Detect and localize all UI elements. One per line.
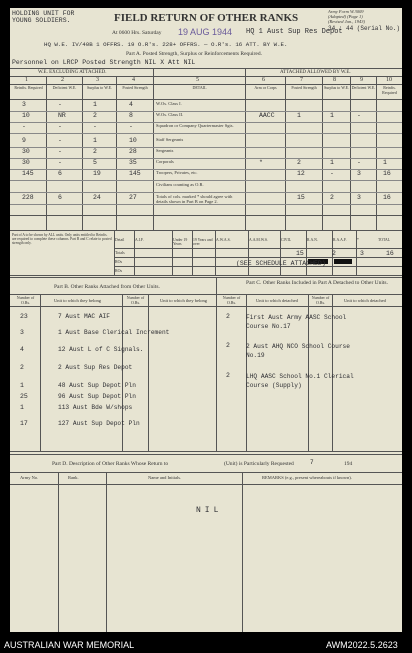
part-a-cell: AACC (259, 112, 275, 119)
column-header: Deficient W.E. (351, 85, 376, 90)
part-c-number: 2 (226, 313, 230, 320)
part-a-cell: 3 (357, 194, 361, 201)
part-c-number: 2 (226, 372, 230, 379)
part-b-number: 4 (20, 346, 24, 353)
part-a-cell: 16 (383, 170, 391, 177)
reinforcement-row-label: Totals (115, 250, 125, 255)
column-header: Reinfts. Required (14, 85, 43, 90)
part-b-col3: Number of O.Rs. (126, 295, 145, 305)
part-b-unit: 127 Aust Sup Depot Pln (58, 420, 140, 427)
part-a-cell: 28 (129, 148, 137, 155)
part-a-detail: Sergeants (156, 148, 174, 153)
part-b-unit: 1 Aust Base Clerical Increment (58, 329, 170, 336)
part-c-col1: Number of O.Rs. (222, 295, 241, 305)
part-a-cell: 6 (58, 194, 62, 201)
part-a-cell: 1 (297, 112, 301, 119)
part-a-detail: Totals of cols. marked * should agree with details shown in Part B on Page 2. (156, 194, 233, 204)
column-number: 6 (262, 77, 265, 83)
column-number: 5 (196, 77, 199, 83)
part-b-unit: 113 Aust Bde W/shops (58, 404, 133, 411)
part-a-cell: 19 (93, 170, 101, 177)
hq-line: HQ 1 Aust Sup Res Depot (246, 28, 343, 36)
column-header: Surplus to W.E. (86, 85, 113, 90)
part-a-cell: 5 (93, 159, 97, 166)
part-d-header: Rank. (68, 475, 79, 480)
date-stamp: 19 AUG 1944 (178, 27, 233, 37)
part-a-detail: W.Os. Class I. (156, 101, 182, 106)
part-a-cell: 1 (330, 112, 334, 119)
reinforcement-header: Under 19 Years (173, 238, 188, 247)
reinforcement-value: 16 (386, 250, 394, 257)
part-b-col2: Unit to which they belong (54, 298, 101, 303)
column-number: 7 (300, 77, 303, 83)
column-number: 1 (25, 77, 28, 83)
reinforcement-header: Detail (115, 238, 125, 242)
column-number: 8 (333, 77, 336, 83)
part-c-number: 2 (226, 342, 230, 349)
part-a-cell: 2 (93, 148, 97, 155)
part-c-unit: 2 Aust AHQ NCO School Course No.19 (246, 343, 350, 359)
part-b-number: 25 (20, 393, 28, 400)
serial-number: 34 : 44 (Serial No.) (328, 25, 401, 32)
part-a-cell: - (357, 112, 361, 119)
row-divider (10, 180, 402, 181)
reinforcement-header: TOTAL (378, 238, 391, 242)
column-header: Arm or Corps (254, 85, 277, 90)
part-c-col2: Unit to which detached (256, 298, 298, 303)
part-d-header: REMARKS (e.g., present whereabouts if known). (262, 475, 352, 480)
part-a-cell: - (22, 123, 26, 130)
column-header: DETAIL (192, 85, 207, 90)
part-a-detail: Troopers, Privates, etc. (156, 170, 198, 175)
part-b-unit: 7 Aust MAC AIF (58, 313, 110, 320)
reinforcement-header: R.A.A.F. (333, 238, 347, 242)
part-a-cell: 30 (22, 159, 30, 166)
reinforcement-value: 3 (360, 250, 364, 257)
part-a-cell: - (58, 137, 62, 144)
reinforcement-value: 15 (296, 250, 304, 257)
archive-footer (0, 637, 412, 653)
part-b-number: 17 (20, 420, 28, 427)
part-a-detail: W.Os. Class II. (156, 112, 184, 117)
part-d-year: 194 (344, 461, 353, 467)
part-c-unit: First Aust Army AASC School Course No.17 (246, 314, 347, 330)
part-b-number: 1 (20, 404, 24, 411)
part-a-cell: 1 (383, 159, 387, 166)
part-b-col1: Number of O.Rs. (16, 295, 35, 305)
reinforcement-row-label: ROs (115, 268, 123, 273)
column-number: 2 (61, 77, 64, 83)
part-a-cell: - (58, 159, 62, 166)
part-a-cell: 2 (330, 194, 334, 201)
part-a-cell: 30 (22, 148, 30, 155)
schedule-note: (SEE SCHEDULE ATTACHED) (236, 260, 326, 267)
part-a-cell: - (357, 159, 361, 166)
part-a-cell: - (129, 123, 133, 130)
part-a-cell: - (93, 123, 97, 130)
redaction-bar (334, 259, 352, 264)
part-a-cell: 145 (129, 170, 141, 177)
part-c-col4: Unit to which detached (344, 298, 386, 303)
unit-name: HOLDING UNIT FOR YOUNG SOLDIERS. (12, 10, 75, 24)
part-a-cell: 1 (93, 101, 97, 108)
at-line: At 0600 Hrs. Saturday (112, 30, 162, 36)
part-b-number: 2 (20, 364, 24, 371)
part-a-cell: - (330, 170, 334, 177)
part-b-unit: 48 Aust Sup Depot Pln (58, 382, 136, 389)
attached-heading: ATTACHED ALLOWED BY W.E. (280, 70, 351, 75)
reinforcement-header: A.A.M.W.S. (249, 238, 268, 242)
part-d-header: Army No. (20, 475, 39, 480)
part-a-cell: 228 (22, 194, 34, 201)
part-d-header: Name and Initials. (148, 475, 182, 480)
part-a-cell: - (58, 123, 62, 130)
row-divider (10, 192, 402, 193)
part-a-cell: - (58, 101, 62, 108)
reinforcement-header: R.A.N. (307, 238, 318, 242)
part-b-number: 1 (20, 382, 24, 389)
footer-left: AUSTRALIAN WAR MEMORIAL (4, 640, 135, 650)
part-a-heading: Part A. Posted Strength, Surplus or Reinforcements Required. (126, 51, 262, 57)
part-d-nil: NIL (196, 506, 223, 515)
reinforcement-header: * (357, 238, 359, 242)
part-a-cell: 12 (297, 170, 305, 177)
reinforcement-header: A.W.A.S. (216, 238, 231, 242)
part-a-detail: Staff Sergeants (156, 137, 184, 142)
part-a-cell: 10 (129, 137, 137, 144)
reinforcement-header: CIVIL (281, 238, 292, 242)
column-header: Posted Strength (122, 85, 148, 90)
column-header: Deficient W.E. (52, 85, 77, 90)
part-c-heading: Part C. Other Ranks Included in Part A Detached to Other Units. (246, 280, 388, 286)
part-c-col3: Number of O.Rs. (311, 295, 330, 305)
part-a-cell: 8 (129, 112, 133, 119)
reinforcement-row-label: ROs (115, 259, 123, 264)
part-a-cell: 6 (58, 170, 62, 177)
part-a-cell: 145 (22, 170, 34, 177)
row-divider (10, 204, 402, 205)
column-header: Reinfts. Required (382, 85, 397, 95)
column-number: 10 (386, 77, 392, 83)
part-a-cell: 3 (357, 170, 361, 177)
part-a-cell: 24 (93, 194, 101, 201)
column-number: 4 (132, 77, 135, 83)
part-a-cell: 15 (297, 194, 305, 201)
part-a-cell: 2 (297, 159, 301, 166)
part-b-unit: 96 Aust Sup Depot Pln (58, 393, 136, 400)
part-d-heading: Part D. Description of Other Ranks Whose Return to (52, 461, 169, 467)
reinforcement-note: Part of A to be shown by ALL units. Only units entitled to Reinfts. are required to complete these columns. Part B and C relate to posted strength only. (12, 233, 112, 246)
column-number: 9 (360, 77, 363, 83)
part-d-date-day: 7 (310, 459, 314, 466)
part-a-cell: 2 (93, 112, 97, 119)
part-b-unit: 2 Aust Sup Res Depot (58, 364, 133, 371)
part-d-heading-mid: (Unit) is Particularly Requested (224, 461, 294, 467)
reinforcement-value: 2 (332, 250, 336, 257)
row-divider (10, 133, 402, 134)
column-header: Surplus to W.E. (323, 85, 350, 90)
column-number: 3 (96, 77, 99, 83)
part-a-detail: Civilians counting as O.R. (156, 182, 204, 187)
part-a-cell: 4 (129, 101, 133, 108)
part-a-cell: 27 (129, 194, 137, 201)
part-b-number: 23 (20, 313, 28, 320)
part-a-detail: Corporals (156, 159, 174, 164)
form-reference: Army Form W.3009 (Adapted) (Page 1) (Revised Jan., 1943) (328, 9, 365, 24)
reinforcement-header: A.I.F. (135, 238, 144, 242)
part-b-heading: Part B. Other Ranks Attached from Other Units. (54, 284, 160, 290)
part-a-cell: 1 (93, 137, 97, 144)
part-b-unit: 12 Aust L of C Signals. (58, 346, 144, 353)
part-a-cell: 9 (22, 137, 26, 144)
part-a-detail: Squadron or Company Quartermaster Sgts. (156, 123, 234, 128)
part-c-unit: LHQ AASC School No.1 Clerical Course (Supply) (246, 373, 354, 389)
part-a-cell: - (58, 148, 62, 155)
personnel-line: Personnel on LRCP Posted Strength NIL X Att NIL (12, 59, 196, 66)
reinforcement-header: 19 Years and over (193, 238, 213, 247)
part-a-cell: 3 (22, 101, 26, 108)
column-header: Posted Strength (291, 85, 317, 90)
part-a-cell: 1 (330, 159, 334, 166)
part-a-cell: 10 (22, 112, 30, 119)
part-a-cell: 35 (129, 159, 137, 166)
part-a-cell: * (259, 159, 263, 166)
we-line: HQ W.E. IV/40B 1 OFFRS. 19 O.R's. 228+ OFFRS. — O.R's. 16 ATT. BY W.E. (44, 41, 288, 48)
part-b-col4: Unit to which they belong (160, 298, 207, 303)
we-excluding-heading: W.E. EXCLUDING ATTACHED. (38, 70, 107, 75)
footer-right: AWM2022.5.2623 (326, 640, 398, 650)
part-a-cell: 16 (383, 194, 391, 201)
form-title: FIELD RETURN OF OTHER RANKS (114, 12, 299, 24)
part-b-number: 3 (20, 329, 24, 336)
part-a-cell: NR (58, 112, 66, 119)
form-sheet (10, 8, 402, 632)
